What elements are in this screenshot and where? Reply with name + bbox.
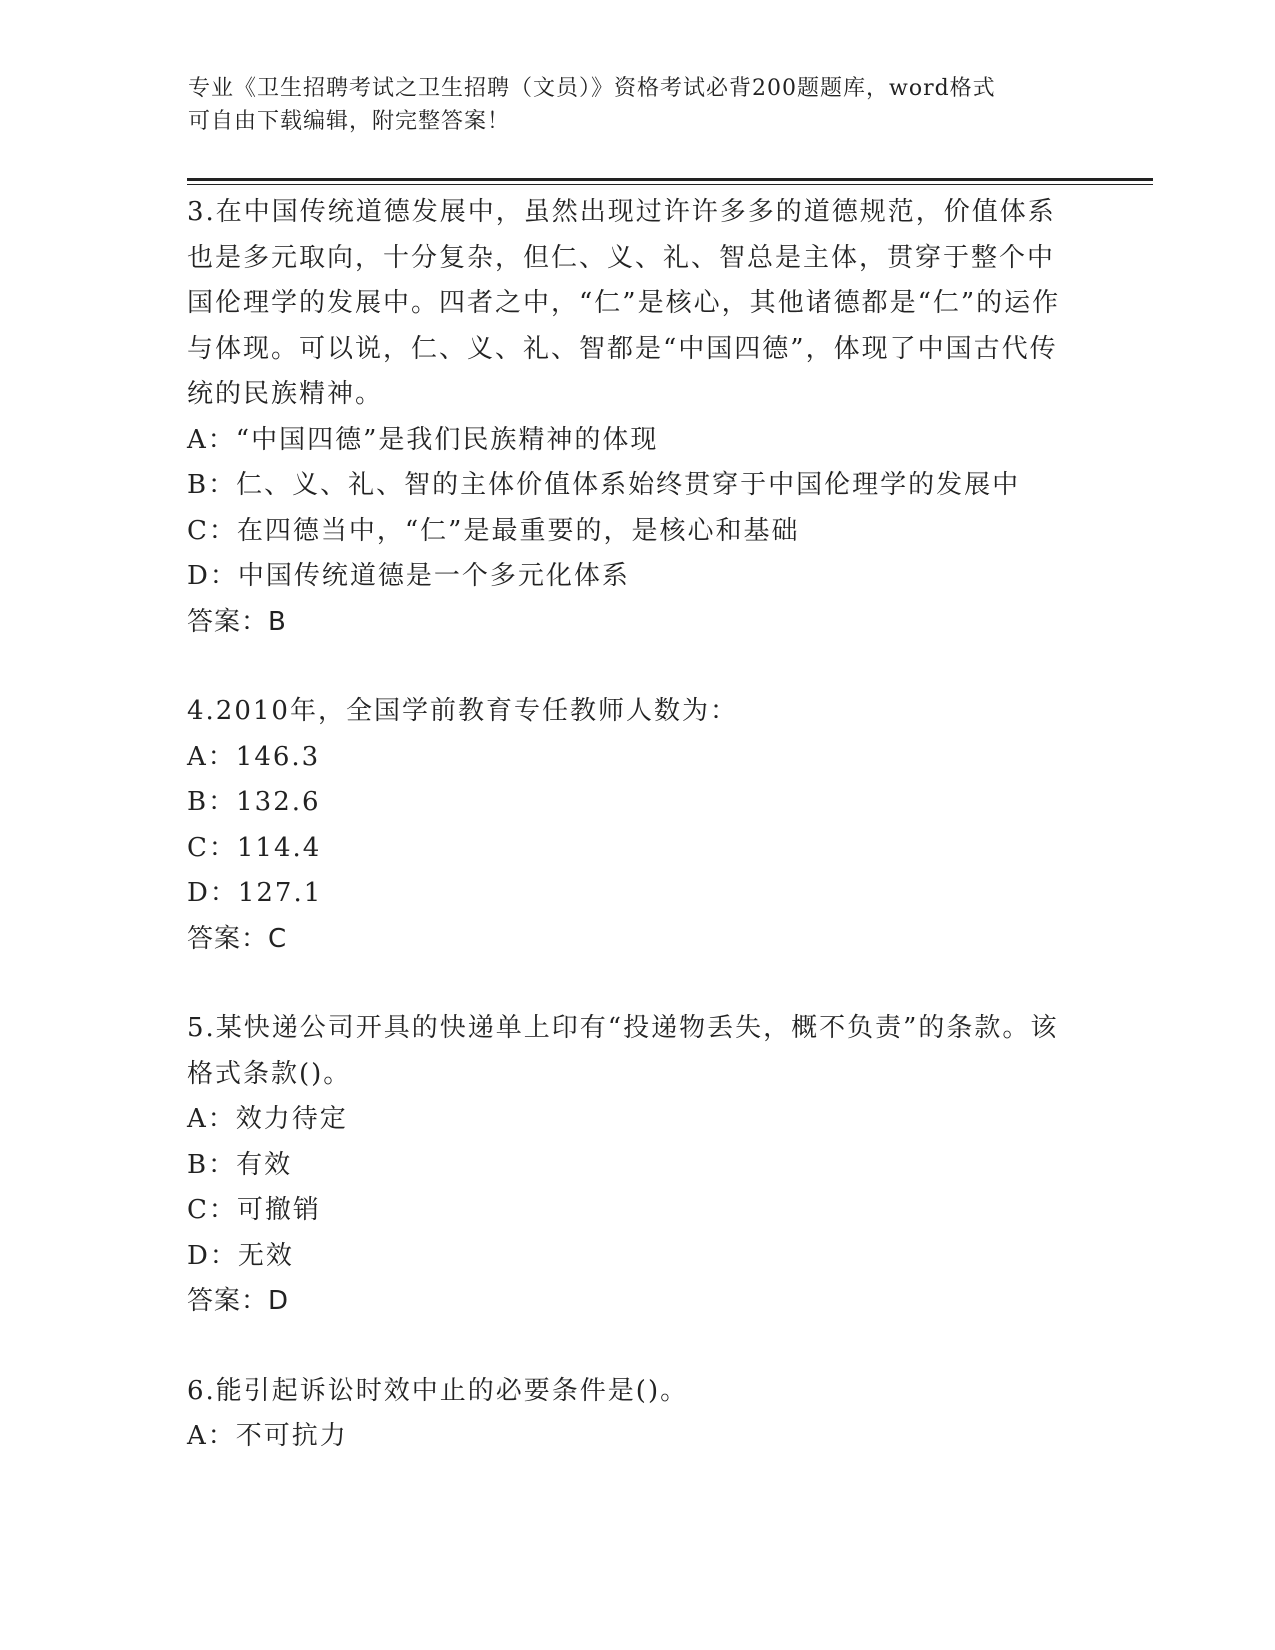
question-list	[187, 190, 1067, 1504]
option-c: C：114.4	[187, 832, 322, 863]
option-d: D：中国传统道德是一个多元化体系	[187, 561, 630, 591]
question-6	[187, 1369, 1067, 1460]
option-a: A：“中国四德”是我们民族精神的体现	[187, 424, 659, 455]
question-5	[187, 1006, 1067, 1325]
header-line-1: 专业《卫生招聘考试之卫生招聘（文员）》资格考试必背200题题库，word格式	[188, 76, 996, 101]
option-b: B：有效	[187, 1149, 293, 1180]
option-c: C：在四德当中，“仁”是最重要的，是核心和基础	[187, 515, 800, 546]
header-divider-thin	[187, 184, 1153, 185]
answer-label: 答案：C	[187, 923, 288, 954]
question-text: 4.2010年，全国学前教育专任教师人数为：	[187, 696, 738, 726]
question-text: 5.某快递公司开具的快递单上印有“投递物丢失，概不负责”的条款。该格式条款()。	[187, 1013, 1059, 1089]
option-d: D：无效	[187, 1240, 294, 1271]
option-d: D：127.1	[187, 878, 323, 908]
option-a: A：效力待定	[187, 1104, 348, 1134]
header-divider-thick	[187, 178, 1153, 181]
question-3	[187, 190, 1067, 645]
question-4	[187, 689, 1067, 962]
option-a: A：146.3	[187, 741, 321, 772]
option-c: C：可撤销	[187, 1195, 321, 1225]
document-header	[188, 72, 1068, 138]
header-line-2: 可自由下载编辑，附完整答案！	[188, 109, 511, 134]
answer-label: 答案：B	[187, 606, 287, 637]
option-b: B：132.6	[187, 787, 321, 817]
question-text: 3.在中国传统道德发展中，虽然出现过许许多多的道德规范，价值体系也是多元取向，十分复杂，但仁、义、礼、智总是主体，贯穿于整个中国伦理学的发展中。四者之中，“仁”是核心，其他诸德都是“仁”的运作与体现。可以说，仁、义、礼、智都是“中国四德”，体现了中国古代传统的民族精神。	[187, 197, 1061, 409]
option-b: B：仁、义、礼、智的主体价值体系始终贯穿于中国伦理学的发展中	[187, 470, 1021, 500]
answer-label: 答案：D	[187, 1286, 290, 1316]
question-text: 6.能引起诉讼时效中止的必要条件是()。	[187, 1375, 689, 1406]
option-a: A：不可抗力	[187, 1421, 348, 1451]
